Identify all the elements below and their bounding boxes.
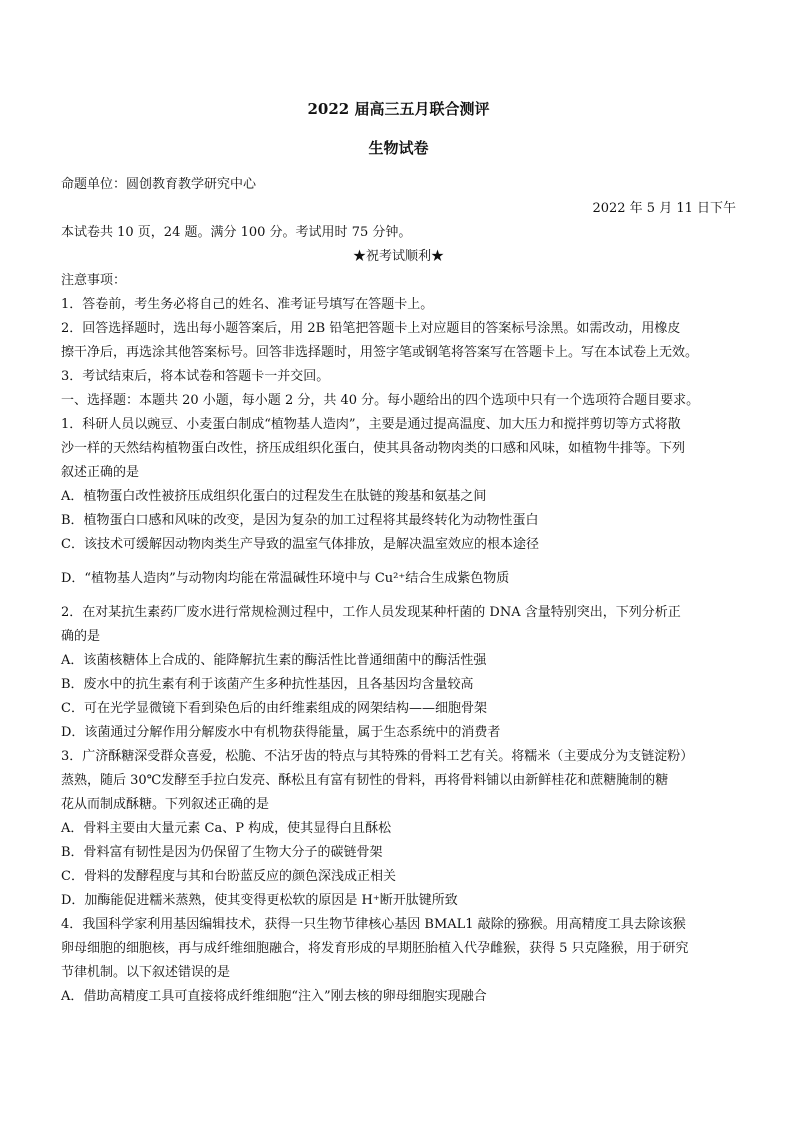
notes-heading: 注意事项： <box>61 273 127 288</box>
exam-title: 2022 届高三五月联合测评 <box>307 100 490 118</box>
q4-stem: 卵母细胞的细胞核，再与成纤维细胞融合，将发育形成的早期胚胎植入代孕雌猴，获得 5 只克隆猴，用于研究 <box>61 941 689 956</box>
exam-info: 本试卷共 10 页，24 题。满分 100 分。考试用时 75 分钟。 <box>61 225 412 240</box>
q1-stem: 沙一样的天然结构植物蛋白改性，挤压成组织化蛋白，使其具备动物肉类的口感和风味，如植物牛排等。下列 <box>61 441 686 456</box>
good-luck-line: ★祝考试顺利★ <box>352 249 444 264</box>
q1-option-b: B．植物蛋白口感和风味的改变，是因为复杂的加工过程将其最终转化为动物性蛋白 <box>61 513 539 528</box>
q2-option-c: C．可在光学显微镜下看到染色后的由纤维素组成的网架结构——细胞骨架 <box>61 701 487 716</box>
q1-stem: 叙述正确的是 <box>61 465 140 480</box>
q3-stem: 花从而制成酥糖。下列叙述正确的是 <box>61 797 270 812</box>
q3-option-b: B．骨料富有韧性是因为仍保留了生物大分子的碳链骨架 <box>61 845 383 860</box>
exam-subject: 生物试卷 <box>368 139 429 157</box>
note-item: 擦干净后，再选涂其他答案标号。回答非选择题时，用签字笔或钢笔将答案写在答题卡上。写在本试卷上无效。 <box>61 345 699 360</box>
q2-stem: 确的是 <box>61 629 101 644</box>
q1-option-d: D．“植物基人造肉”与动物肉均能在常温碱性环境中与 Cu²⁺结合生成紫色物质 <box>61 571 510 586</box>
q1-option-a: A．植物蛋白改性被挤压成组织化蛋白的过程发生在肽链的羧基和氨基之间 <box>61 489 487 504</box>
q4-stem: 节律机制。以下叙述错误的是 <box>61 965 231 980</box>
q3-stem: 3．广济酥糖深受群众喜爱，松脆、不沾牙齿的特点与其特殊的骨料工艺有关。将糯米（主要成分为支链淀粉） <box>61 749 694 764</box>
author-unit: 命题单位：圆创教育教学研究中心 <box>61 177 257 192</box>
section-heading: 一、选择题：本题共 20 小题，每小题 2 分，共 40 分。每小题给出的四个选项中只有一个选项符合题目要求。 <box>61 393 700 408</box>
q3-option-c: C．骨料的发酵程度与其和台盼蓝反应的颜色深浅成正相关 <box>61 869 396 884</box>
q2-option-b: B．废水中的抗生素有利于该菌产生多种抗性基因，且各基因均含量较高 <box>61 677 474 692</box>
note-item: 3．考试结束后，将本试卷和答题卡一并交回。 <box>61 369 330 384</box>
q2-stem: 2．在对某抗生素药厂废水进行常规检测过程中，工作人员发现某种杆菌的 DNA 含量特别突出，下列分析正 <box>61 605 681 620</box>
q4-stem: 4．我国科学家利用基因编辑技术，获得一只生物节律核心基因 BMAL1 敲除的猕猴。用高精度工具去除该猴 <box>61 917 686 932</box>
note-item: 1．答卷前，考生务必将自己的姓名、准考证号填写在答题卡上。 <box>61 297 434 312</box>
exam-date: 2022 年 5 月 11 日下午 <box>592 201 736 216</box>
q1-stem: 1．科研人员以豌豆、小麦蛋白制成“植物基人造肉”，主要是通过提高温度、加大压力和搅拌剪切等方式将散 <box>61 417 681 432</box>
page-content <box>61 90 736 1009</box>
q4-option-a: A．借助高精度工具可直接将成纤维细胞“注入”刚去核的卵母细胞实现融合 <box>61 989 487 1004</box>
note-item: 2．回答选择题时，选出每小题答案后，用 2B 铅笔把答题卡上对应题目的答案标号涂黑。如需改动，用橡皮 <box>61 321 681 336</box>
q2-option-a: A．该菌核糖体上合成的、能降解抗生素的酶活性比普通细菌中的酶活性强 <box>61 653 487 668</box>
q2-option-d: D．该菌通过分解作用分解废水中有机物获得能量，属于生态系统中的消费者 <box>61 725 501 740</box>
q3-option-d: D．加酶能促进糯米蒸熟，使其变得更松软的原因是 H⁺断开肽键所致 <box>61 893 458 908</box>
q1-option-c: C．该技术可缓解因动物肉类生产导致的温室气体排放，是解决温室效应的根本途径 <box>61 537 539 552</box>
q3-stem: 蒸熟，随后 30℃发酵至手拉白发亮、酥松且有富有韧性的骨料，再将骨料铺以由新鲜桂花和蔗糖腌制的糖 <box>61 773 669 788</box>
q3-option-a: A．骨料主要由大量元素 Ca、P 构成，使其显得白且酥松 <box>61 821 392 836</box>
